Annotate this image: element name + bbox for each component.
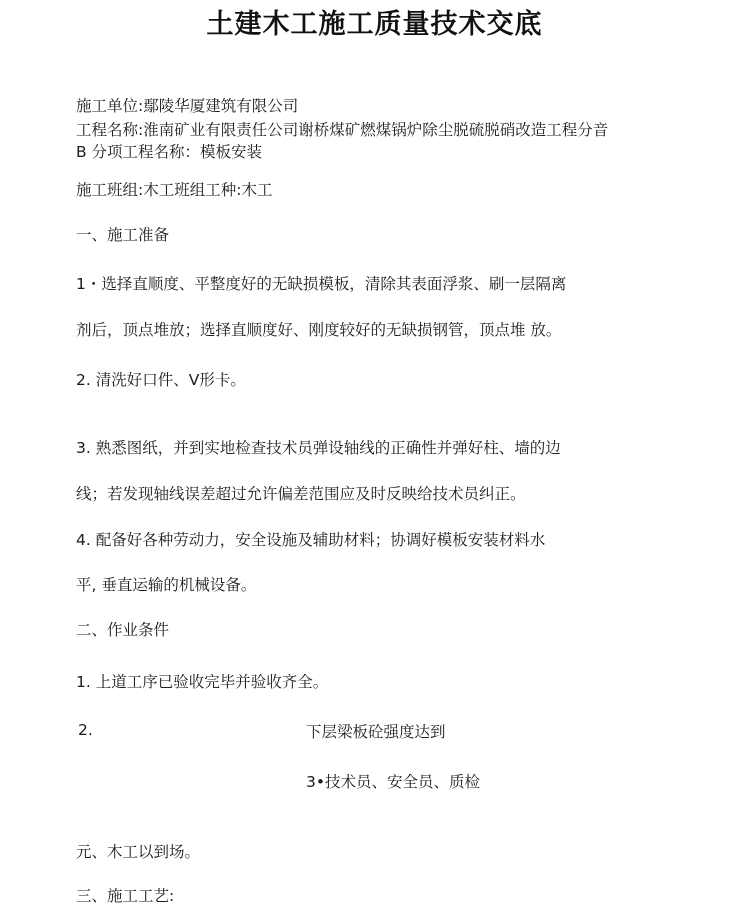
section-heading-preparation: 一、施工准备 xyxy=(76,226,170,244)
cond-item-4: 元、木工以到场。 xyxy=(76,843,201,861)
prep-item-4-line-2: 平, 垂直运输的机械设备。 xyxy=(76,576,257,594)
section-heading-process: 三、施工工艺: xyxy=(76,887,175,905)
prep-item-1-line-1: 1・选择直顺度、平整度好的无缺损模板，清除其表面浮浆、刷一层隔离 xyxy=(76,275,567,293)
cond-item-1: 1. 上道工序已验收完毕并验收齐全。 xyxy=(76,673,329,691)
prep-item-2: 2. 清洗好口件、V形卡。 xyxy=(76,371,246,389)
section-heading-conditions: 二、作业条件 xyxy=(76,621,170,639)
construction-unit-line: 施工单位:鄢陵华厦建筑有限公司 xyxy=(76,97,299,115)
cond-item-3: 3•技术员、安全员、质检 xyxy=(306,773,481,791)
prep-item-3-line-2: 线；若发现轴线误差超过允许偏差范围应及时反映给技术员纠正。 xyxy=(76,485,526,503)
cond-item-2-text: 下层梁板砼强度达到 xyxy=(306,723,446,741)
document-title: 土建木工施工质量技术交底 xyxy=(206,9,543,40)
work-team-line: 施工班组:木工班组工种:木工 xyxy=(76,181,273,199)
prep-item-1-line-2: 剂后，顶点堆放；选择直顺度好、刚度较好的无缺损钢管，顶点堆 放。 xyxy=(76,321,562,339)
project-name-line: 工程名称:淮南矿业有限责任公司谢桥煤矿燃煤锅炉除尘脱硫脱硝改造工程分音 xyxy=(76,121,609,139)
cond-item-2-number: 2. xyxy=(78,721,93,739)
prep-item-4-line-1: 4. 配备好各种劳动力，安全设施及辅助材料；协调好模板安装材料水 xyxy=(76,531,546,549)
sub-project-line: B 分项工程名称：模板安装 xyxy=(76,143,263,161)
prep-item-3-line-1: 3. 熟悉图纸，并到实地检查技术员弹设轴线的正确性并弹好柱、墙的边 xyxy=(76,439,561,457)
